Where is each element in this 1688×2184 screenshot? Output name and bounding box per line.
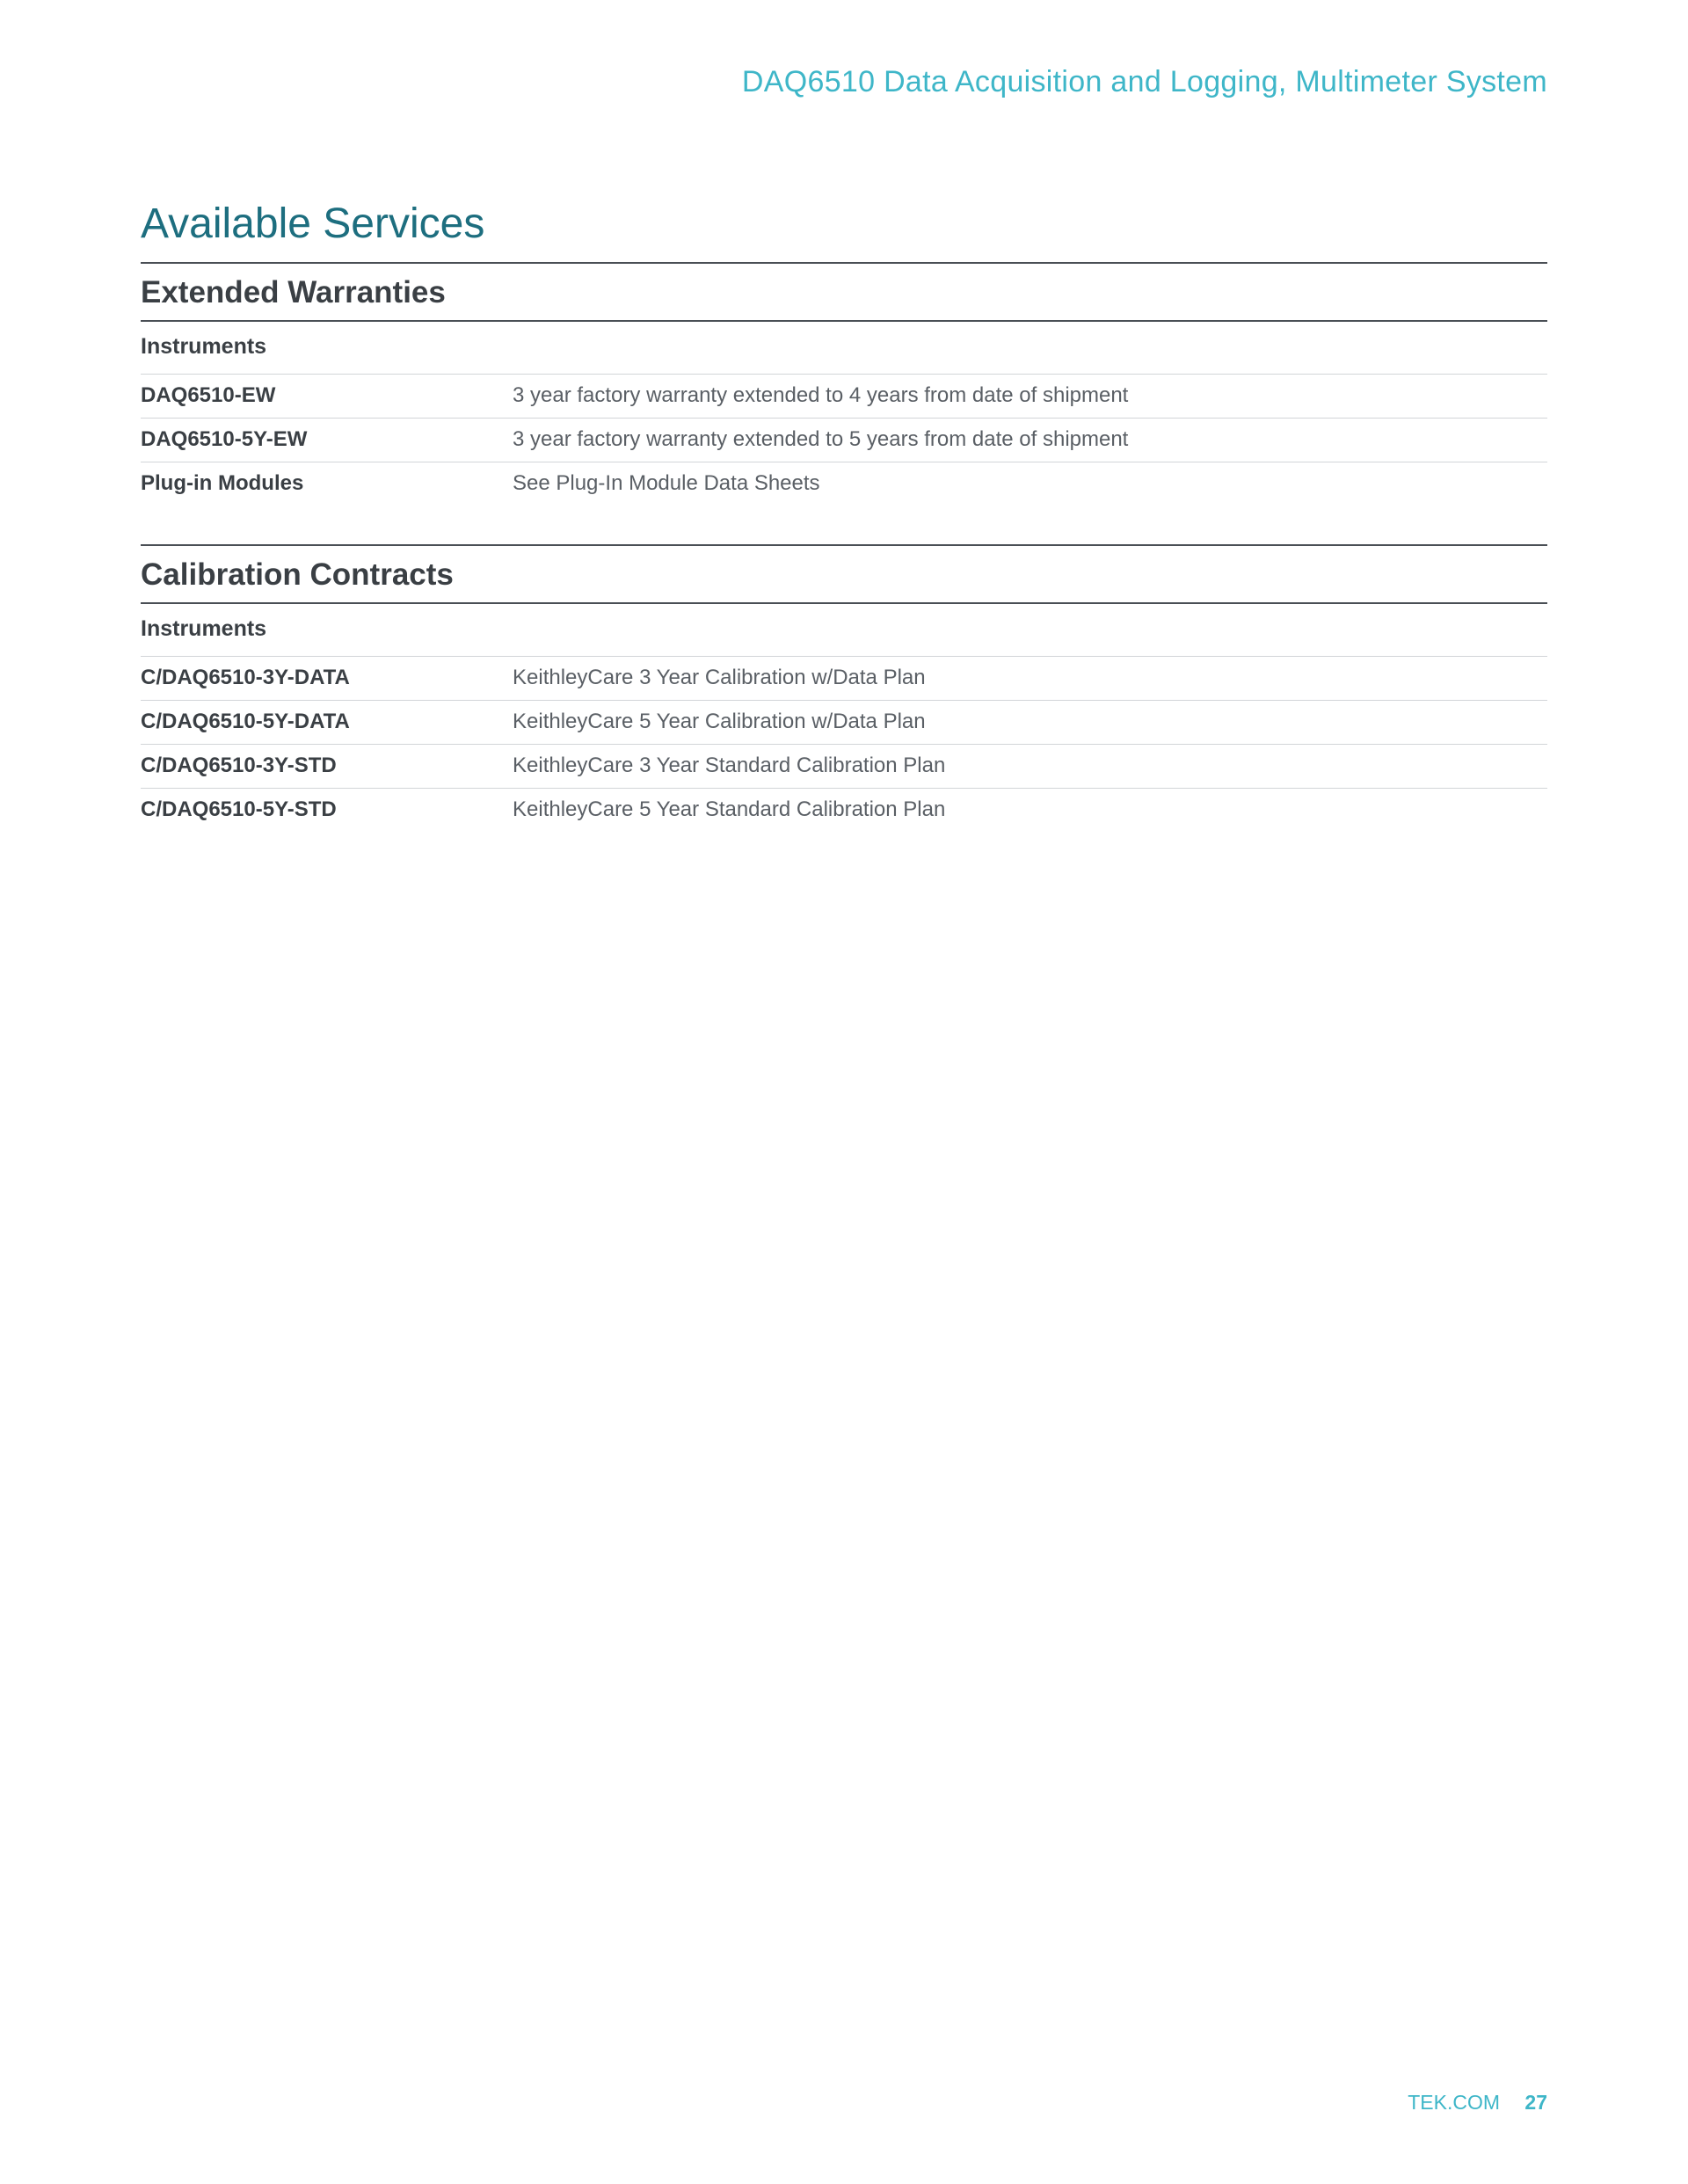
product-description: KeithleyCare 3 Year Standard Calibration Plan bbox=[513, 753, 946, 778]
product-code: C/DAQ6510-3Y-STD bbox=[141, 753, 337, 778]
product-code: C/DAQ6510-5Y-DATA bbox=[141, 710, 350, 734]
page-number: 27 bbox=[1524, 2091, 1547, 2114]
table-row bbox=[141, 375, 1547, 419]
main-content bbox=[141, 199, 1547, 832]
calibration-contracts-section bbox=[141, 544, 1547, 832]
product-code: DAQ6510-5Y-EW bbox=[141, 427, 308, 452]
product-description: 3 year factory warranty extended to 4 years from date of shipment bbox=[513, 383, 1129, 408]
section-title: Extended Warranties bbox=[141, 264, 1547, 322]
table-row bbox=[141, 789, 1547, 832]
table-row bbox=[141, 419, 1547, 462]
product-code: C/DAQ6510-5Y-STD bbox=[141, 797, 337, 822]
product-description: KeithleyCare 5 Year Standard Calibration Plan bbox=[513, 797, 946, 822]
section-title: Calibration Contracts bbox=[141, 546, 1547, 604]
product-code: DAQ6510-EW bbox=[141, 383, 276, 408]
running-header: DAQ6510 Data Acquisition and Logging, Multimeter System bbox=[741, 65, 1547, 98]
product-description: See Plug-In Module Data Sheets bbox=[513, 471, 820, 496]
product-code: Plug-in Modules bbox=[141, 471, 304, 496]
footer-site-link[interactable]: TEK.COM bbox=[1408, 2091, 1501, 2114]
extended-warranties-section bbox=[141, 262, 1547, 506]
table-row bbox=[141, 701, 1547, 745]
product-description: KeithleyCare 5 Year Calibration w/Data Plan bbox=[513, 710, 926, 734]
section-subheading: Instruments bbox=[141, 322, 1547, 375]
section-subheading: Instruments bbox=[141, 604, 1547, 657]
table-row bbox=[141, 462, 1547, 506]
page-footer bbox=[1408, 2091, 1547, 2115]
page-title: Available Services bbox=[141, 200, 485, 247]
product-description: 3 year factory warranty extended to 5 years from date of shipment bbox=[513, 427, 1129, 452]
product-code: C/DAQ6510-3Y-DATA bbox=[141, 666, 350, 690]
table-row bbox=[141, 745, 1547, 789]
product-description: KeithleyCare 3 Year Calibration w/Data Plan bbox=[513, 666, 926, 690]
table-row bbox=[141, 657, 1547, 701]
